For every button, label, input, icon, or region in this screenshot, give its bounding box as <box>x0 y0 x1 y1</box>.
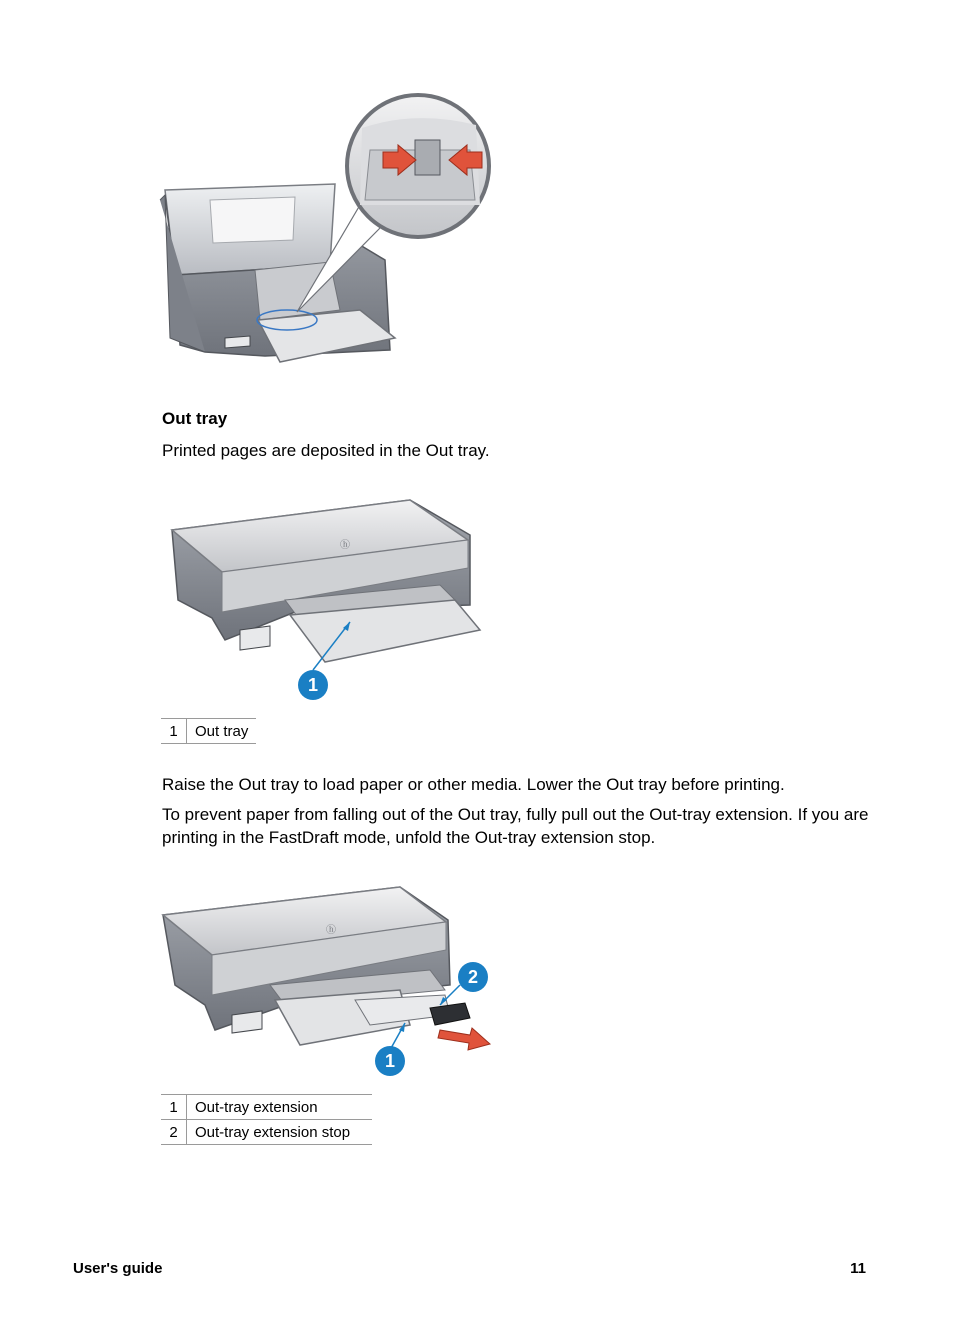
callout-1-badge: 1 <box>298 670 328 700</box>
footer-title: User's guide <box>73 1260 163 1277</box>
svg-text:ⓗ: ⓗ <box>326 925 336 936</box>
legend-number: 1 <box>161 719 187 744</box>
legend-label: Out-tray extension <box>187 1095 373 1120</box>
table-row <box>161 1120 372 1145</box>
paragraph-raise-tray: Raise the Out tray to load paper or other media. Lower the Out tray before printing. <box>162 775 785 794</box>
legend-number: 1 <box>161 1095 187 1120</box>
legend-table-extension <box>161 1094 372 1145</box>
callout-1-badge: 1 <box>375 1046 405 1076</box>
paragraph-prevent-falling: To prevent paper from falling out of the Out tray, fully pull out the Out-tray extension. If you are printing in the FastDraft mode, unfold the Out-tray extension stop. <box>162 805 869 847</box>
page-number: 11 <box>850 1260 866 1277</box>
out-tray-intro: Printed pages are deposited in the Out tray. <box>162 441 490 460</box>
table-row <box>161 1095 372 1120</box>
legend-number: 2 <box>161 1120 187 1145</box>
pull-arrow-icon <box>438 1028 490 1050</box>
legend-label: Out-tray extension stop <box>187 1120 373 1145</box>
callout-2-badge: 2 <box>458 962 488 992</box>
svg-text:ⓗ: ⓗ <box>340 540 350 551</box>
section-heading-out-tray: Out tray <box>162 409 228 428</box>
legend-label: Out tray <box>187 719 257 744</box>
